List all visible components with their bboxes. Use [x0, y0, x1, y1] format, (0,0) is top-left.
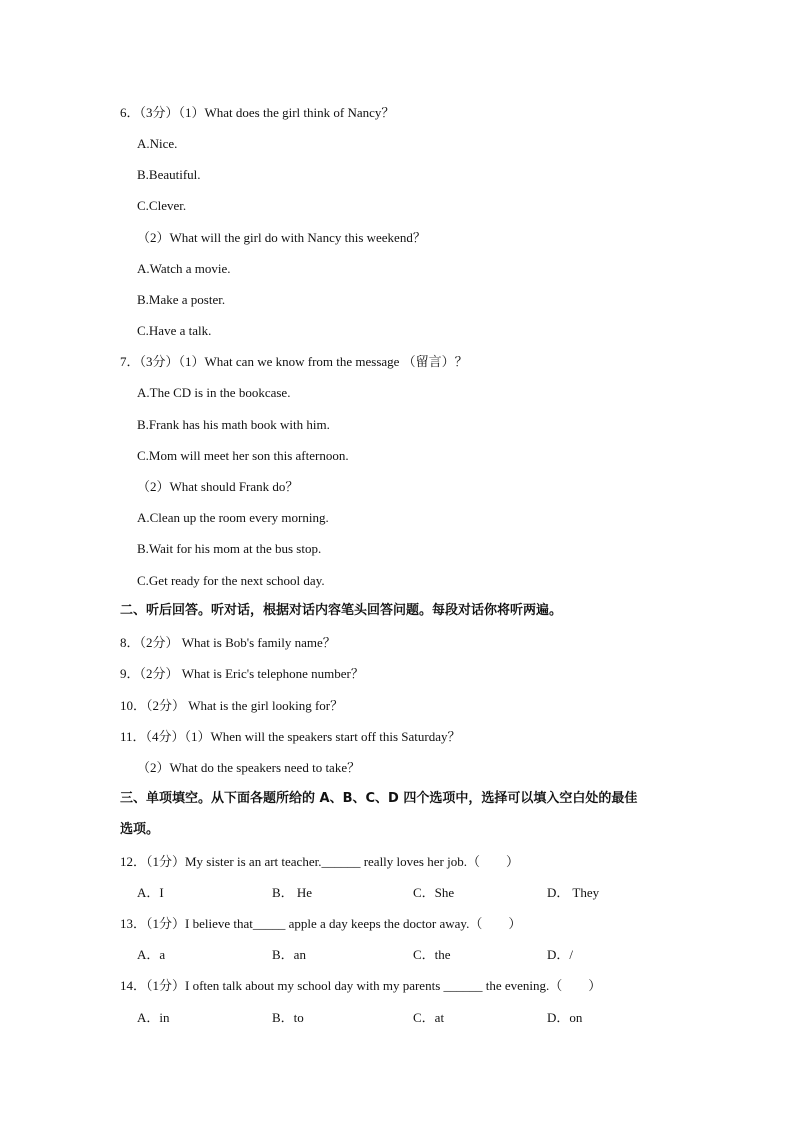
question-12-stem: 12．（1分）My sister is an art teacher.______ really loves her job.（ ） [120, 854, 519, 869]
q7-2-option-a: A.Clean up the room every morning. [137, 510, 329, 525]
question-6-stem: 6．（3分）（1）What does the girl think of Nancy？ [120, 105, 395, 120]
question-11: 11．（4分）（1）When will the speakers start off this Saturday？ [120, 729, 461, 744]
section-3-heading-line2: 选项。 [120, 822, 160, 837]
q6-2-option-c: C.Have a talk. [137, 323, 212, 338]
q13-option-b: B．an [272, 947, 306, 962]
q12-option-d: D． They [547, 885, 600, 900]
q7-2-option-c: C.Get ready for the next school day. [137, 573, 325, 588]
q14-option-b: B．to [272, 1010, 304, 1025]
q13-option-c: C．the [413, 947, 451, 962]
q7-1-option-a: A.The CD is in the bookcase. [137, 385, 291, 400]
q6-2-option-b: B.Make a poster. [137, 292, 226, 307]
q6-1-option-b: B.Beautiful. [137, 167, 201, 182]
q12-option-c: C．She [413, 885, 455, 900]
question-6-sub2: （2）What will the girl do with Nancy this weekend？ [137, 230, 426, 245]
question-10: 10．（2分） What is the girl looking for？ [120, 698, 344, 713]
q7-2-option-b: B.Wait for his mom at the bus stop. [137, 541, 322, 556]
q14-option-a: A．in [137, 1010, 170, 1025]
q14-option-d: D．on [547, 1010, 583, 1025]
q7-1-option-b: B.Frank has his math book with him. [137, 417, 330, 432]
q12-option-a: A．I [137, 885, 164, 900]
question-7-stem: 7．（3分）（1）What can we know from the message （留言）？ [120, 354, 468, 369]
question-13-stem: 13．（1分）I believe that_____ apple a day keeps the doctor away.（ ） [120, 916, 522, 931]
question-9: 9．（2分） What is Eric's telephone number？ [120, 666, 364, 681]
q6-2-option-a: A.Watch a movie. [137, 261, 231, 276]
question-14-stem: 14．（1分）I often talk about my school day with my parents ______ the evening.（ ） [120, 978, 602, 993]
section-3-heading-line1: 三、单项填空。从下面各题所给的 A、B、C、D 四个选项中，选择可以填入空白处的最佳 [120, 791, 638, 806]
question-11-sub2: （2）What do the speakers need to take？ [137, 760, 361, 775]
section-2-heading: 二、听后回答。听对话，根据对话内容笔头回答问题。每段对话你将听两遍。 [120, 603, 563, 618]
q13-option-d: D．/ [547, 947, 574, 962]
q6-1-option-c: C.Clever. [137, 198, 187, 213]
q13-option-a: A．a [137, 947, 166, 962]
q6-1-option-a: A.Nice. [137, 136, 178, 151]
q12-option-b: B． He [272, 885, 313, 900]
q14-option-c: C．at [413, 1010, 445, 1025]
q7-1-option-c: C.Mom will meet her son this afternoon. [137, 448, 349, 463]
question-8: 8．（2分） What is Bob's family name？ [120, 635, 336, 650]
question-7-sub2: （2）What should Frank do？ [137, 479, 299, 494]
